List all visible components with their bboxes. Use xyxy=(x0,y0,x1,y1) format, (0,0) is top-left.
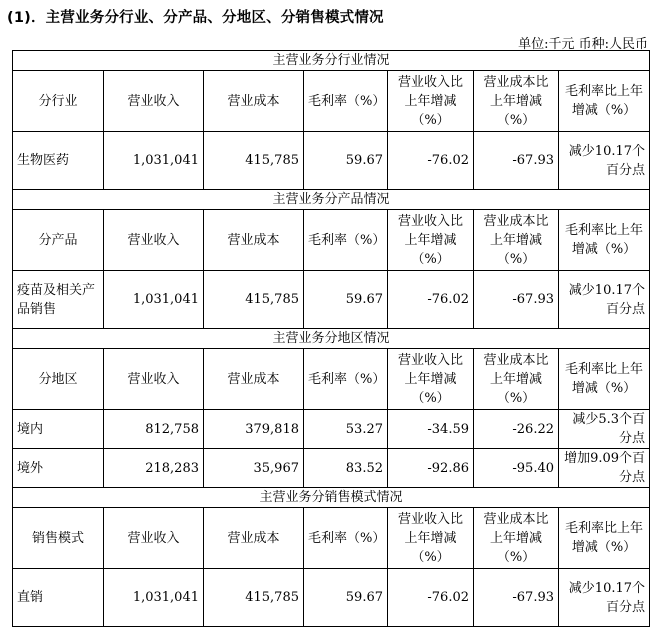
column-header-cost-change: 营业成本比上年增减（%） xyxy=(474,210,559,271)
table-row xyxy=(13,271,650,329)
dimension-header: 分行业 xyxy=(13,71,104,132)
section-header: 主营业务分产品情况 xyxy=(13,190,650,210)
column-header-margin-change: 毛利率比上年增减（%） xyxy=(559,508,650,569)
cell-revenue: 1,031,041 xyxy=(104,569,204,627)
cell-cost-change: -95.40 xyxy=(474,449,559,488)
cell-rev-change: -76.02 xyxy=(388,271,474,329)
cell-margin: 83.52 xyxy=(304,449,388,488)
cell-revenue: 218,283 xyxy=(104,449,204,488)
cell-cost-change: -26.22 xyxy=(474,410,559,449)
cell-cost: 415,785 xyxy=(204,271,304,329)
table-row xyxy=(13,449,650,488)
column-header-revenue: 营业收入 xyxy=(104,71,204,132)
cell-rev-change: -34.59 xyxy=(388,410,474,449)
section-title: (1)．主营业务分行业、分产品、分地区、分销售模式情况 xyxy=(7,10,384,26)
column-header-rev-change: 营业收入比上年增减（%） xyxy=(388,508,474,569)
column-header-cost-change: 营业成本比上年增减（%） xyxy=(474,71,559,132)
section-header: 主营业务分行业情况 xyxy=(13,51,650,71)
column-header-cost: 营业成本 xyxy=(204,210,304,271)
cell-cost: 379,818 xyxy=(204,410,304,449)
section-header-row xyxy=(13,190,650,210)
column-header-margin: 毛利率（%） xyxy=(304,210,388,271)
cell-rev-change: -92.86 xyxy=(388,449,474,488)
column-header-row xyxy=(13,508,650,569)
column-header-row xyxy=(13,210,650,271)
cell-margin-change: 减少5.3个百分点 xyxy=(559,410,650,449)
cell-cost: 35,967 xyxy=(204,449,304,488)
row-label: 疫苗及相关产品销售 xyxy=(13,271,104,329)
cell-revenue: 1,031,041 xyxy=(104,132,204,190)
column-header-cost-change: 营业成本比上年增减（%） xyxy=(474,349,559,410)
section-header: 主营业务分地区情况 xyxy=(13,329,650,349)
column-header-cost-change: 营业成本比上年增减（%） xyxy=(474,508,559,569)
column-header-margin-change: 毛利率比上年增减（%） xyxy=(559,349,650,410)
column-header-margin-change: 毛利率比上年增减（%） xyxy=(559,210,650,271)
cell-margin-change: 增加9.09个百分点 xyxy=(559,449,650,488)
row-label: 生物医药 xyxy=(13,132,104,190)
column-header-cost: 营业成本 xyxy=(204,349,304,410)
column-header-margin-change: 毛利率比上年增减（%） xyxy=(559,71,650,132)
cell-margin: 59.67 xyxy=(304,569,388,627)
cell-revenue: 812,758 xyxy=(104,410,204,449)
row-label: 境内 xyxy=(13,410,104,449)
cell-rev-change: -76.02 xyxy=(388,569,474,627)
cell-margin-change: 减少10.17个百分点 xyxy=(559,132,650,190)
table-row xyxy=(13,569,650,627)
column-header-margin: 毛利率（%） xyxy=(304,508,388,569)
column-header-rev-change: 营业收入比上年增减（%） xyxy=(388,210,474,271)
section-header: 主营业务分销售模式情况 xyxy=(13,488,650,508)
section-header-row xyxy=(13,51,650,71)
column-header-row xyxy=(13,71,650,132)
cell-margin-change: 减少10.17个百分点 xyxy=(559,271,650,329)
dimension-header: 分地区 xyxy=(13,349,104,410)
table-row xyxy=(13,410,650,449)
column-header-cost: 营业成本 xyxy=(204,71,304,132)
dimension-header: 分产品 xyxy=(13,210,104,271)
row-label: 境外 xyxy=(13,449,104,488)
cell-cost: 415,785 xyxy=(204,569,304,627)
column-header-margin: 毛利率（%） xyxy=(304,349,388,410)
cell-cost-change: -67.93 xyxy=(474,569,559,627)
cell-margin: 59.67 xyxy=(304,271,388,329)
section-header-row xyxy=(13,488,650,508)
column-header-rev-change: 营业收入比上年增减（%） xyxy=(388,71,474,132)
cell-revenue: 1,031,041 xyxy=(104,271,204,329)
cell-cost-change: -67.93 xyxy=(474,271,559,329)
unit-note: 单位:千元 币种:人民币 xyxy=(518,37,648,52)
revenue-breakdown-table xyxy=(12,50,650,627)
section-header-row xyxy=(13,329,650,349)
column-header-revenue: 营业收入 xyxy=(104,349,204,410)
cell-margin: 53.27 xyxy=(304,410,388,449)
table-row xyxy=(13,132,650,190)
cell-cost: 415,785 xyxy=(204,132,304,190)
column-header-row xyxy=(13,349,650,410)
cell-margin: 59.67 xyxy=(304,132,388,190)
row-label: 直销 xyxy=(13,569,104,627)
cell-rev-change: -76.02 xyxy=(388,132,474,190)
column-header-revenue: 营业收入 xyxy=(104,508,204,569)
cell-margin-change: 减少10.17个百分点 xyxy=(559,569,650,627)
column-header-revenue: 营业收入 xyxy=(104,210,204,271)
column-header-cost: 营业成本 xyxy=(204,508,304,569)
column-header-rev-change: 营业收入比上年增减（%） xyxy=(388,349,474,410)
cell-cost-change: -67.93 xyxy=(474,132,559,190)
dimension-header: 销售模式 xyxy=(13,508,104,569)
column-header-margin: 毛利率（%） xyxy=(304,71,388,132)
